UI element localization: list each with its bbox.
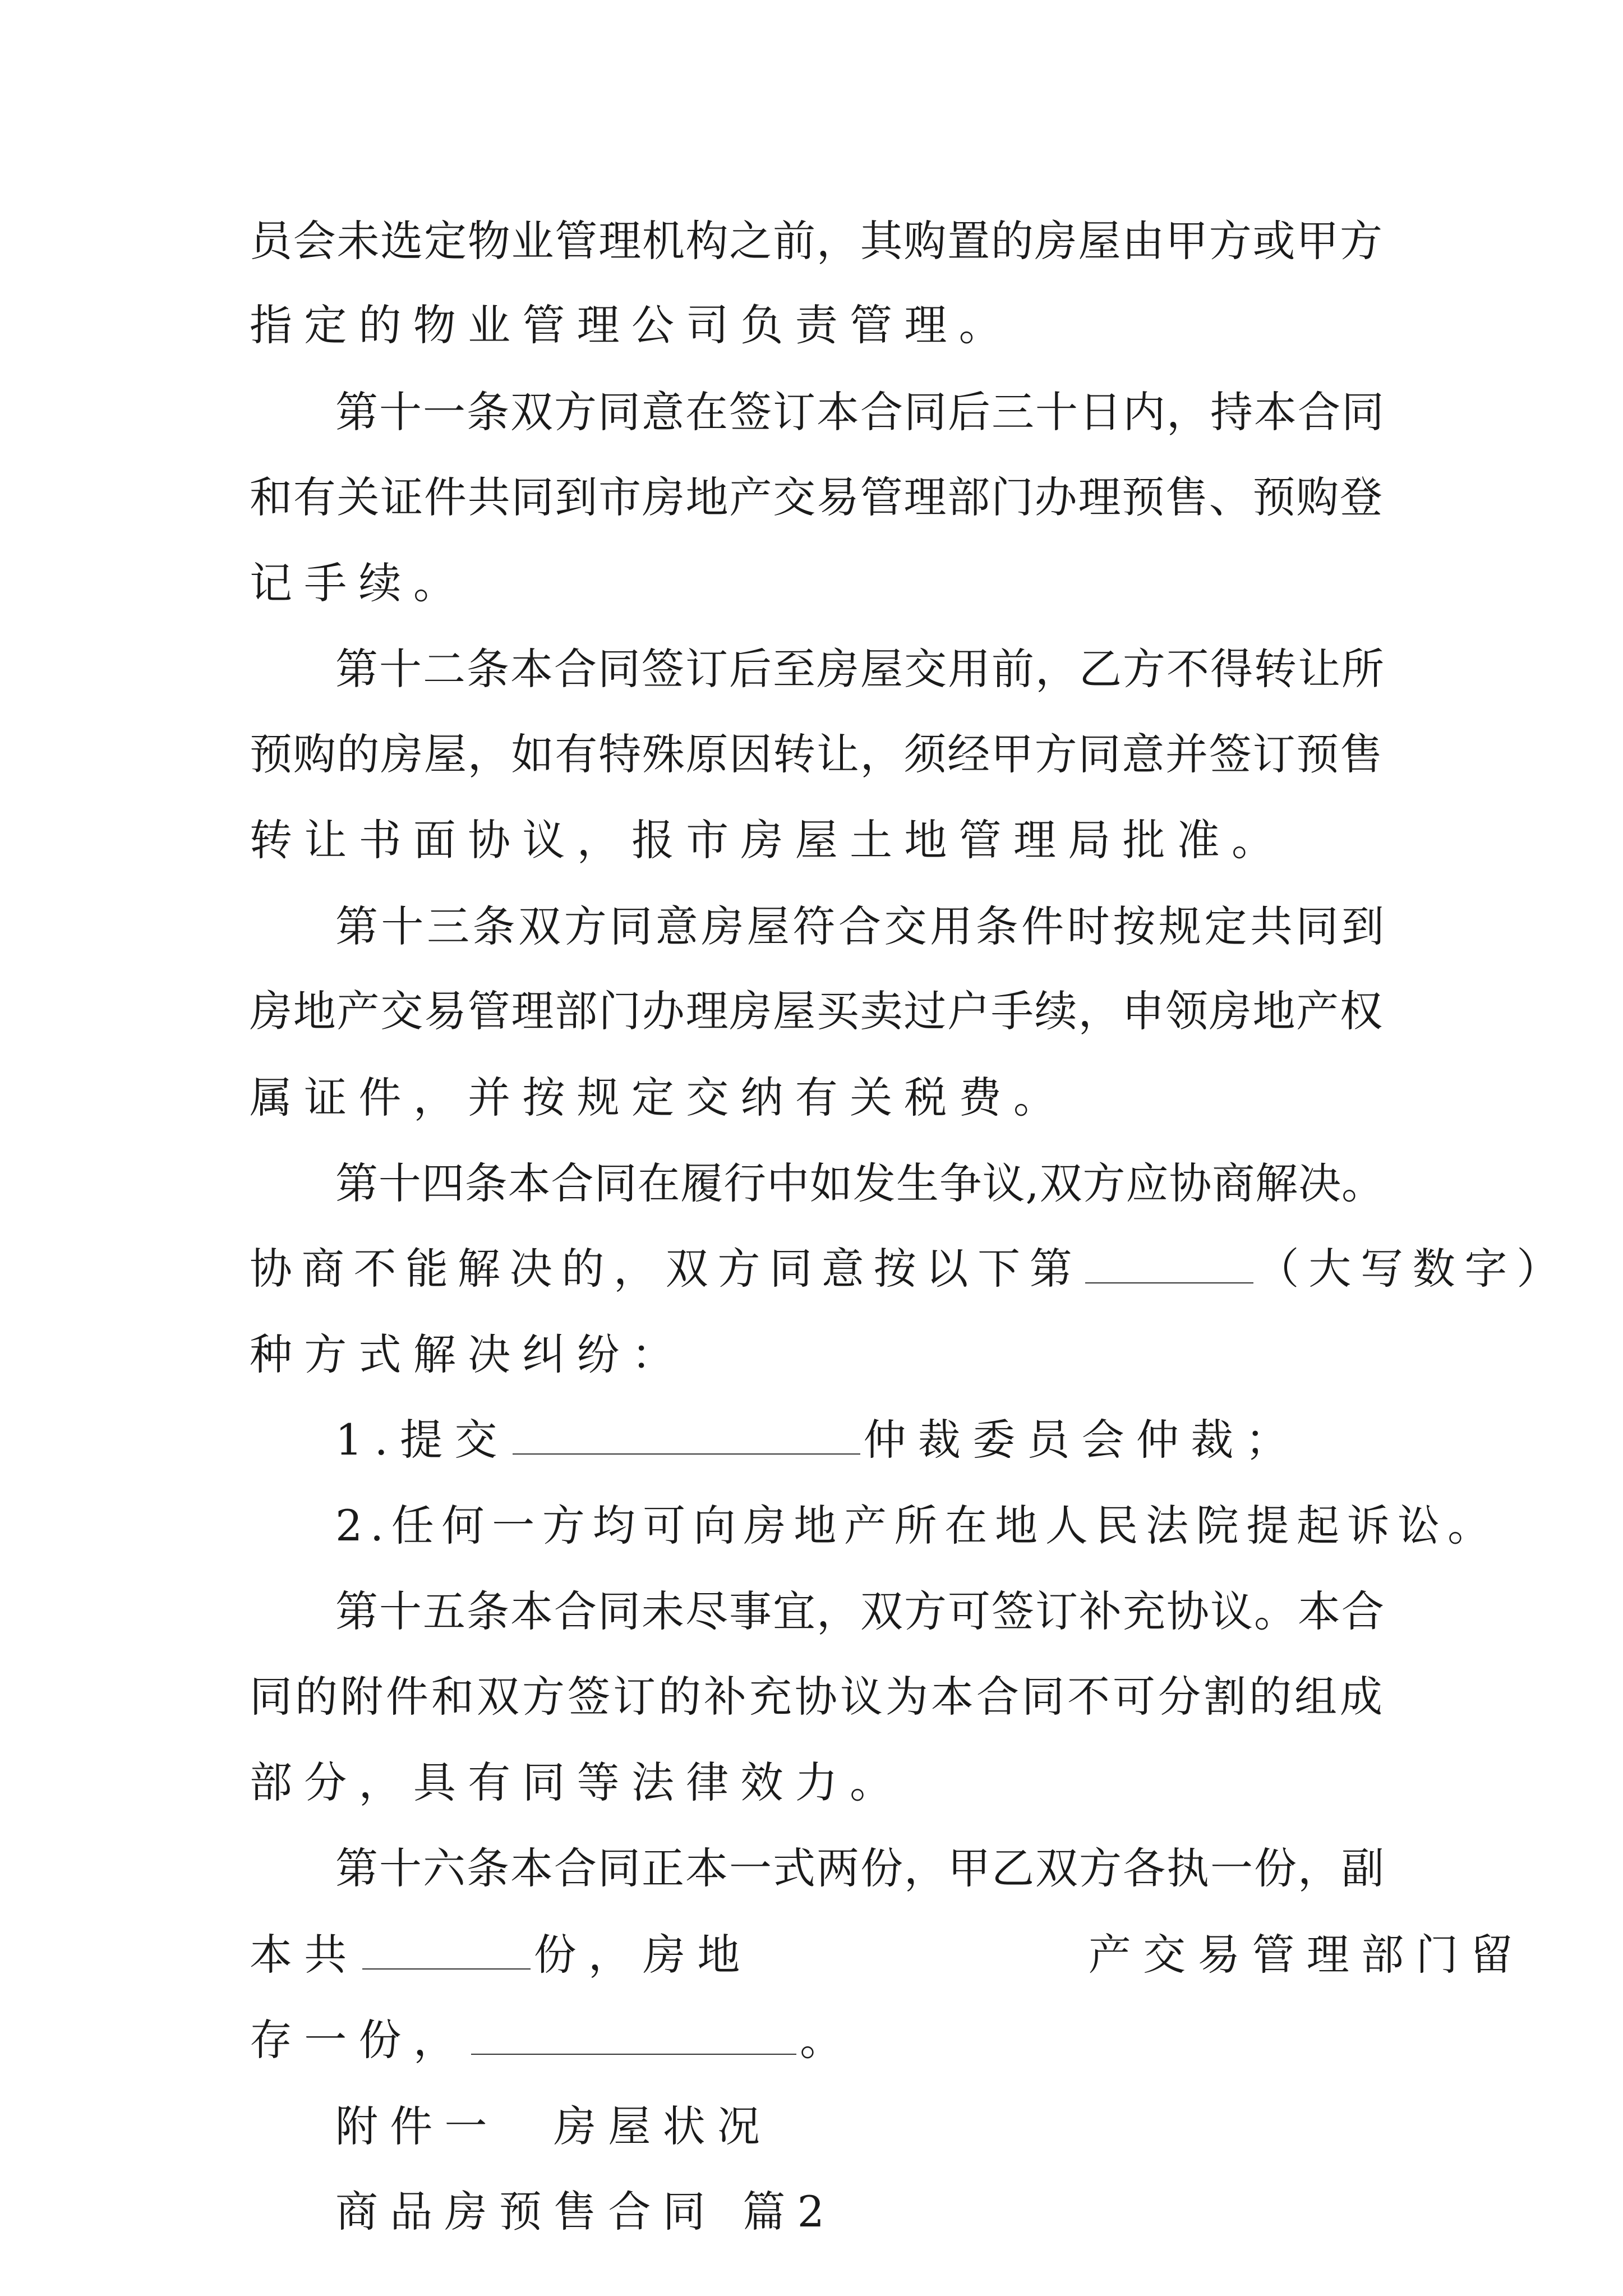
text-line: 记手续。: [250, 558, 468, 608]
blank-field: [362, 1928, 531, 1970]
blank-field: [471, 2013, 796, 2055]
text-segment: 仲裁委员会仲裁；: [863, 1415, 1300, 1465]
text-segment: （大写数字）: [1256, 1244, 1569, 1294]
text-line: 种方式解决纠纷：: [250, 1329, 686, 1379]
section-heading: 商品房预售合同 篇2: [335, 2187, 837, 2237]
text-segment: 产交易管理部门留: [1088, 1930, 1525, 1980]
text-segment: 1.提交: [335, 1415, 509, 1465]
text-line: 部分，具有同等法律效力。: [250, 1757, 905, 1807]
text-line: 转让书面协议，报市房屋土地管理局批准。: [250, 815, 1287, 865]
blank-field: [513, 1413, 860, 1455]
text-segment: 本共: [250, 1930, 359, 1980]
text-segment: 。: [800, 2015, 855, 2065]
text-segment: 协商不能解决的，双方同意按以下第: [250, 1244, 1082, 1294]
text-line: 附件一 房屋状况: [335, 2101, 772, 2151]
text-line: 指定的物业管理公司负责管理。: [250, 300, 1013, 350]
text-line: [335, 1398, 1384, 1482]
text-line: 属证件，并按规定交纳有关税费。: [250, 1073, 1068, 1122]
text-line: 第十五条本合同未尽事宜，双方可签订补充协议。本合: [335, 1586, 1384, 1636]
text-line: 第十六条本合同正本一式两份，甲乙双方各执一份，副: [335, 1843, 1384, 1893]
text-line: 房地产交易管理部门办理房屋买卖过户手续，申领房地产权: [250, 986, 1382, 1036]
text-segment: 存一份，: [250, 2015, 468, 2065]
text-line: [250, 1227, 1569, 1311]
text-line: 第十四条本合同在履行中如发生争议,双方应协商解决。: [335, 1158, 1384, 1208]
text-line: 第十三条双方同意房屋符合交用条件时按规定共同到: [335, 901, 1384, 951]
text-line: 和有关证件共同到市房地产交易管理部门办理预售、预购登: [250, 472, 1382, 522]
text-line: 第十一条双方同意在签订本合同后三十日内，持本合同: [335, 387, 1384, 437]
text-line: 2.任何一方均可向房地产所在地人民法院提起诉讼。: [335, 1501, 1498, 1550]
text-line: 预购的房屋，如有特殊原因转让，须经甲方同意并签订预售: [250, 729, 1382, 779]
text-line: 第十二条本合同签订后至房屋交用前，乙方不得转让所: [335, 644, 1384, 694]
text-segment: 份，房地: [533, 1930, 752, 1980]
text-line: 同的附件和双方签订的补充协议为本合同不可分割的组成: [250, 1672, 1382, 1722]
text-line: 员会未选定物业管理机构之前，其购置的房屋由甲方或甲方: [250, 216, 1382, 266]
text-line: [250, 1998, 1382, 2082]
blank-field: [1085, 1242, 1253, 1283]
text-line: [250, 1913, 1525, 1997]
